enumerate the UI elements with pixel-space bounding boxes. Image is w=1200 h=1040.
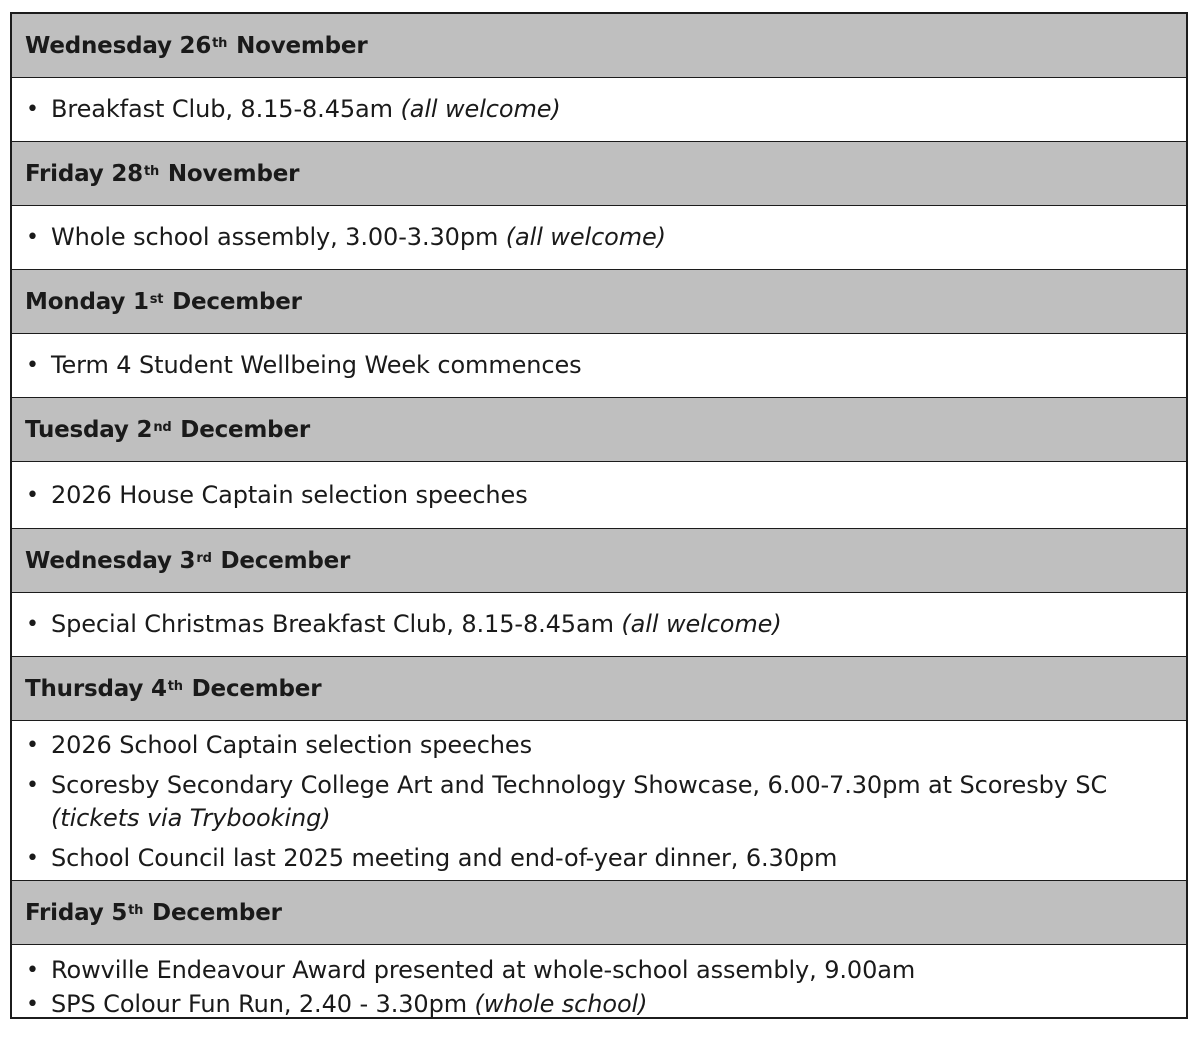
day-header (12, 657, 1186, 721)
events-table (10, 12, 1188, 1019)
day-events (12, 206, 1186, 270)
day-events (12, 462, 1186, 529)
event-item: • Special Christmas Breakfast Club, 8.15-8.45am (all welcome) (25, 608, 782, 641)
day-header (12, 529, 1186, 593)
day-header (12, 142, 1186, 206)
day-month: November (236, 32, 368, 59)
day-date: Wednesday 26 (25, 32, 212, 59)
day-events (12, 78, 1186, 142)
day-month: December (191, 675, 322, 702)
day-date: Tuesday 2 (25, 416, 153, 443)
day-events (12, 334, 1186, 398)
event-item: • School Council last 2025 meeting and end-of-year dinner, 6.30pm (25, 842, 1186, 875)
day-events (12, 593, 1186, 657)
day-events (12, 945, 1186, 1017)
ordinal-suffix: nd (153, 420, 172, 435)
ordinal-suffix: rd (196, 551, 212, 566)
day-events (12, 721, 1186, 881)
day-date: Wednesday 3 (25, 547, 196, 574)
day-header (12, 881, 1186, 945)
ordinal-suffix: th (128, 903, 144, 918)
day-month: December (220, 547, 351, 574)
event-item: • Breakfast Club, 8.15-8.45am (all welcome) (25, 93, 561, 126)
event-item: • Term 4 Student Wellbeing Week commences (25, 349, 582, 382)
day-date: Monday 1 (25, 288, 149, 315)
day-date: Friday 5 (25, 899, 128, 926)
event-item: • 2026 School Captain selection speeches (25, 729, 1186, 762)
ordinal-suffix: st (149, 292, 164, 307)
day-header (12, 270, 1186, 334)
day-month: November (167, 160, 300, 187)
ordinal-suffix: th (167, 679, 183, 694)
day-header (12, 398, 1186, 462)
event-item: • SPS Colour Fun Run, 2.40 - 3.30pm (whole school) (25, 988, 1186, 1021)
event-item: • 2026 House Captain selection speeches (25, 479, 528, 512)
event-item: • Scoresby Secondary College Art and Technology Showcase, 6.00-7.30pm at Scoresby SC (tickets via Trybooking) (25, 769, 1186, 835)
day-month: December (172, 288, 302, 315)
ordinal-suffix: th (143, 164, 160, 179)
day-header (12, 14, 1186, 78)
day-date: Thursday 4 (25, 675, 167, 702)
event-item: • Whole school assembly, 3.00-3.30pm (all welcome) (25, 221, 666, 254)
day-month: December (152, 899, 282, 926)
day-date: Friday 28 (25, 160, 143, 187)
day-month: December (180, 416, 310, 443)
ordinal-suffix: th (212, 36, 228, 51)
event-item: • Rowville Endeavour Award presented at whole-school assembly, 9.00am (25, 954, 1186, 987)
